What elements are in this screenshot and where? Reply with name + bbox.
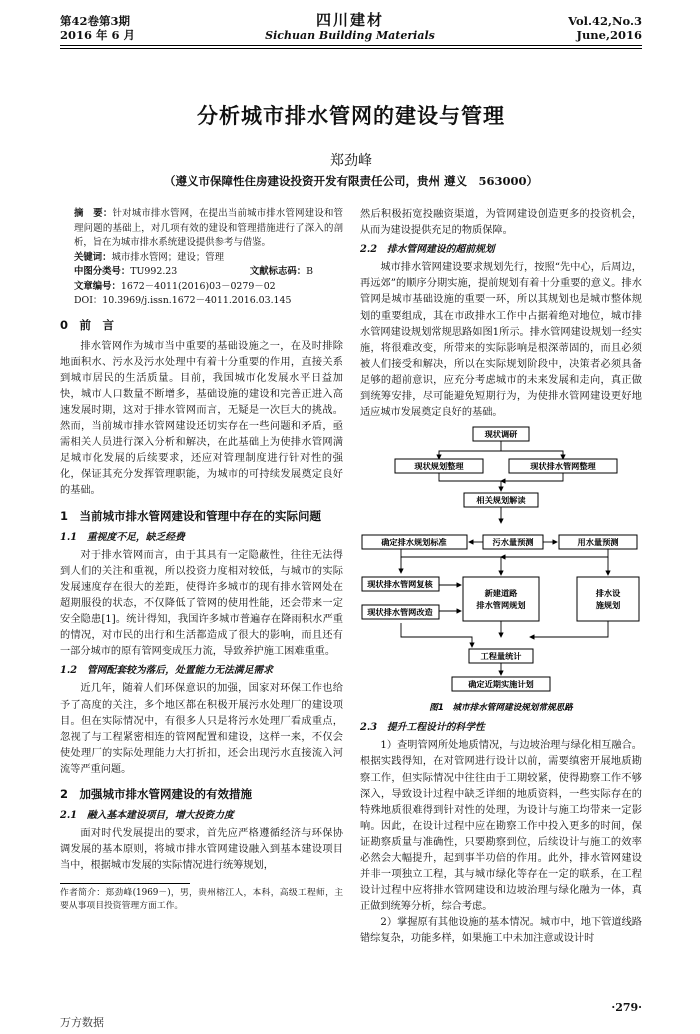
abstract-block	[60, 207, 343, 309]
flow-node: 现状排水管网整理	[530, 461, 596, 472]
abstract-label: 摘 要：	[74, 208, 113, 219]
date-en: June,2016	[576, 28, 642, 42]
section-2-3-paragraph-1: 1）查明管网所处地质情况，与边坡治理与绿化相互融合。根据实践得知，在对管网进行设计以前，需要缜密开展地质勘察工作，但实际情况中往往由于工期较紧，使得勘察工作不够深入，导致设计过程中缺乏详细的地质资料，一些实际存在的特殊地质很难得到针对性的处理，为设计与施工均带来一定影响。因此，在设计过程中应在勘察工作中投入更多的时间，保证勘察质量与准确性，只要勘察到位，后续设计与施工的效率必然会大幅提升，起到事半功倍的作用。此外，排水管网建设并非一项独立工程，其与城市绿化等存在一定的联系，在工程设计过程中应将排水管网建设和边坡治理与绿化融为一体，真正做到统筹分析，综合考虑。	[360, 740, 642, 913]
flow-node: 现状调研	[484, 429, 518, 440]
watermark-text: 万方数据	[60, 1016, 104, 1029]
volume-issue-cn: 第42卷第3期	[60, 14, 131, 28]
section-2-heading: 2 加强城市排水管网建设的有效措施	[60, 787, 252, 802]
author-affiliation: （遵义市保障性住房建设投资开发有限责任公司，贵州 遵义 563000）	[163, 174, 538, 188]
keywords-text: 城市排水管网；建设；管理	[111, 251, 225, 263]
article-no-value: 1672－4011(2016)03－0279－02	[120, 280, 276, 292]
section-1-1-paragraph: 对于排水管网而言，由于其具有一定隐蔽性，往往无法得到人们的关注和重视，所以投资力度相对较低，与城市的实际发展速度存在很大的差距，使得许多城市的现有排水管网处在超期服役的状态，不仅降低了管网的使用性能，还会带来一定安全隐患[1]。统计得知，我国许多城市普遍存在降雨积水严重的情况，对市民的出行和生活都造成了很大的影响，而且还有一部分城市的原有管网变成压力流，导致养护施工困难重重。	[60, 549, 343, 658]
figure-caption: 图1 城市排水管网建设规划常规思路	[429, 703, 573, 714]
running-header-left	[60, 14, 135, 42]
section-2-1-paragraph: 面对时代发展提出的要求，首先应严格遵循经济与环保协调发展的基本原则，将城市排水管网建设融入到基本建设项目当中，根据城市发展的实际情况进行统筹规划，	[60, 828, 343, 872]
left-column	[60, 207, 343, 913]
flow-node: 排水管网规划	[476, 600, 526, 611]
clc-label: 中图分类号：	[74, 266, 131, 277]
flow-node: 相关规划解读	[476, 495, 526, 506]
section-2-3-paragraph-2: 2）掌握原有其他设施的基本情况。城市中，地下管道线路错综复杂，功能多样，如果施工中未加注意或设计时	[360, 917, 642, 945]
flow-node: 现状排水管网改造	[367, 607, 433, 618]
article-title: 分析城市排水管网的建设与管理	[197, 104, 505, 128]
article-no-label: 文章编号：	[74, 280, 121, 292]
page-number: ·279·	[611, 1001, 642, 1014]
flow-node: 确定排水规划标准	[381, 537, 447, 548]
section-1-2-heading: 1.2 管网配套较为落后，处置能力无法满足需求	[60, 665, 273, 677]
continued-paragraph: 然后积极拓宽投融资渠道，为管网建设创造更多的投资机会，从而为建设提供充足的物质保障。	[360, 209, 642, 237]
section-2-1-heading: 2.1 融入基本建设项目，增大投资力度	[60, 810, 234, 822]
section-0-paragraph: 排水管网作为城市当中重要的基础设施之一，在及时排除地面积水、污水及污水处理中有着十分重要的作用，直接关系到城市居民的生活质量。目前，我国城市化发展水平日益加快，城市人口数量不断增多，基础设施的建设和完善正进入高速发展时期，这对于排水管网而言，无疑是一次巨大的挑战。然而，当前城市排水管网建设还切实存在一些问题和矛盾，亟需相关人员进行深入分析和解决，在此基础上为使排水管网满足城市化发展的后续要求，还应对管理制度进行针对性的强化，保证其充分发挥管理职能，为城市的可持续发展奠定良好的基础。	[60, 340, 343, 497]
flow-node: 用水量预测	[577, 537, 619, 548]
header-rule-thick	[60, 45, 642, 46]
keywords-label: 关键词：	[74, 251, 112, 263]
running-header-right	[568, 14, 642, 42]
header-rule-thin	[60, 48, 642, 49]
doi: DOI：10.3969/j.issn.1672－4011.2016.03.145	[74, 295, 292, 306]
classification-line	[74, 265, 343, 280]
abstract-text: 针对城市排水管网，在提出当前城市排水管网建设和管理问题的基础上，对几项有效的建设和管理措施进行了深入的剖析，旨在为城市排水系统建设提供参考与借鉴。	[74, 208, 343, 248]
clc-value: TU992.23	[130, 266, 178, 277]
journal-logo-cn: 四川建材	[315, 11, 384, 29]
footnote-rule	[60, 883, 190, 884]
date-cn: 2016 年 6 月	[60, 28, 136, 42]
flow-node: 排水设	[595, 588, 621, 599]
right-column	[360, 207, 642, 948]
journal-masthead	[230, 12, 470, 42]
author-footnote: 作者简介：郑劲峰(1969－)，男，贵州榕江人，本科，高级工程师，主要从事项目投资管理方面工作。	[60, 887, 343, 911]
section-1-heading: 1 当前城市排水管网建设和管理中存在的实际问题	[60, 508, 321, 523]
doc-code-value: B	[306, 266, 313, 277]
flow-node: 确定近期实施计划	[468, 679, 534, 690]
section-2-3-heading: 2.3 提升工程设计的科学性	[360, 722, 485, 734]
flow-node: 现状排水管网复核	[367, 579, 433, 590]
flow-node: 现状规划整理	[414, 461, 464, 472]
journal-name-en: Sichuan Building Materials	[265, 29, 435, 42]
section-0-heading: 0 前 言	[60, 317, 115, 332]
flow-node: 新建道路	[484, 588, 518, 599]
flow-node: 污水量预测	[492, 537, 534, 548]
flow-node: 工程量统计	[480, 651, 522, 662]
figure-1-flowchart	[360, 425, 642, 717]
doc-code-label: 文献标志码：	[249, 266, 307, 277]
section-2-2-paragraph: 城市排水管网建设要求规划先行，按照“先中心，后周边，再远郊”的顺序分期实施，提前规划有着十分重要的意义。排水管网是城市基础设施的重要一环，所以其规划也是城市整体规划的重要组成，其在市政排水工作中占据着绝对地位，城市排水管网建设规划常规思路如图1所示。排水管网建设规划一经实施，将很难改变，所带来的实际影响是根深蒂固的，而且必须被人们接受和解决，所以在实际规划阶段中，决策者必须具备足够的超前意识，应充分考虑城市的未来发展和走向，真正做到统筹安排，尽可能避免短期行为，为使排水管网建设更好地适应城市发展奠定良好的基础。	[360, 262, 642, 419]
section-1-1-heading: 1.1 重视度不足，缺乏经费	[60, 531, 185, 543]
section-2-2-heading: 2.2 排水管网建设的超前规划	[360, 244, 495, 256]
volume-issue-en: Vol.42,No.3	[568, 14, 642, 28]
section-1-2-paragraph: 近几年，随着人们环保意识的加强，国家对环保工作也给予了高度的关注，多个地区都在积极开展污水处理厂的建设项目。但在实际情况中，有很多人只是将污水处理厂看成重点，忽视了与工程紧密相连的管网配置和建设，这样一来，不仅会使处理厂的实际处理能力大打折扣，还会出现污水直接流入河流等严重问题。	[60, 683, 343, 775]
flow-node: 施规划	[595, 600, 621, 611]
author-name: 郑劲峰	[330, 153, 372, 169]
